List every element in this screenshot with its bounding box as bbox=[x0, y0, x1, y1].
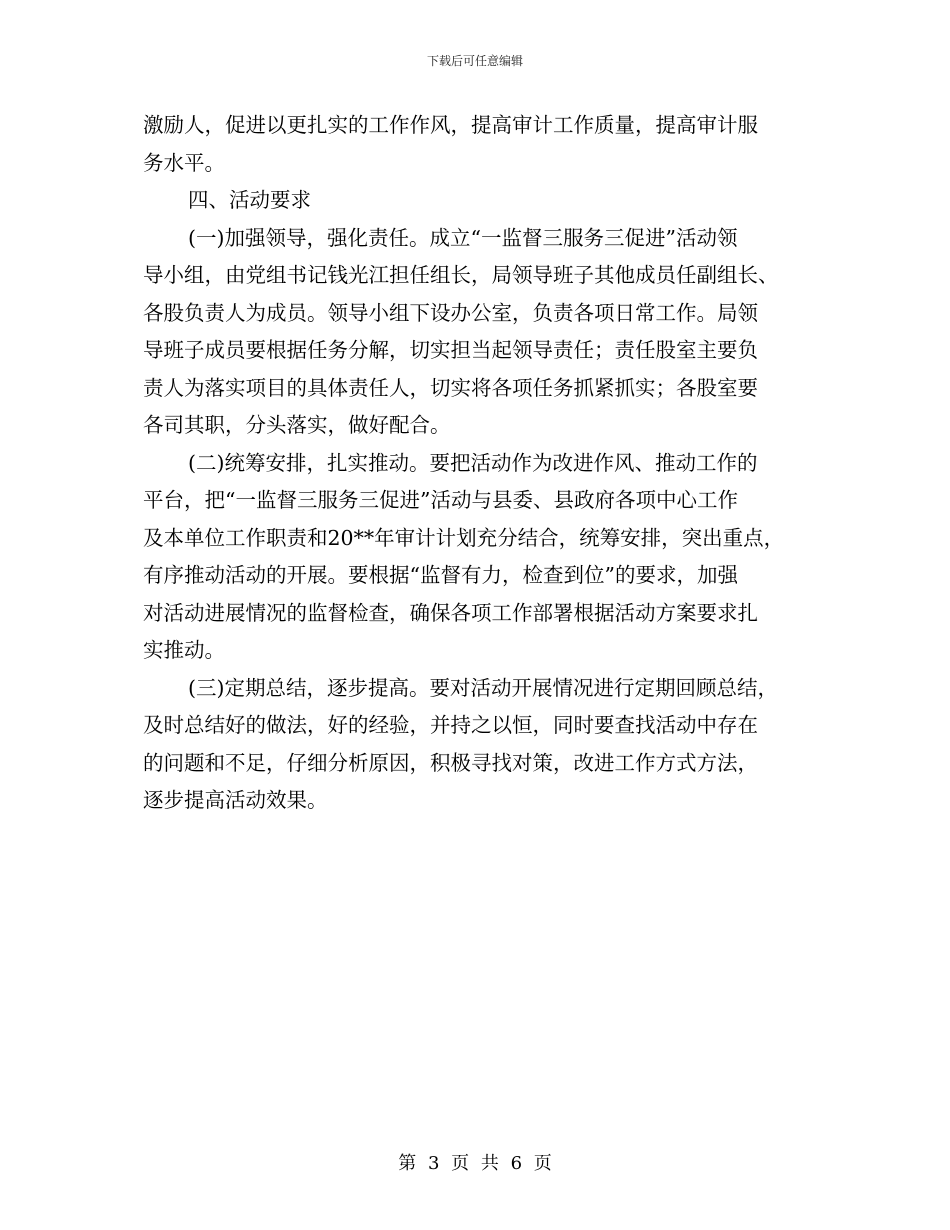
body-line: 及本单位工作职责和20**年审计计划充分结合，统筹安排，突出重点， bbox=[143, 525, 785, 550]
body-line: 导小组，由党组书记钱光江担任组长，局领导班子其他成员任副组长、 bbox=[143, 263, 779, 287]
body-line: 各司其职，分头落实，做好配合。 bbox=[143, 413, 451, 437]
body-line: 务水平。 bbox=[143, 150, 225, 175]
body-line: 有序推动活动的开展。要根据“监督有力，检查到位”的要求，加强 bbox=[143, 563, 738, 587]
body-line: 平台，把“一监督三服务三促进”活动与县委、县政府各项中心工作 bbox=[143, 488, 738, 512]
body-line: 及时总结好的做法，好的经验，并持之以恒，同时要查找活动中存在 bbox=[143, 713, 758, 737]
body-line: 实推动。 bbox=[143, 638, 225, 662]
body-line: 的问题和不足，仔细分析原因，积极寻找对策，改进工作方式方法， bbox=[143, 750, 758, 775]
body-line: (一)加强领导，强化责任。成立“一监督三服务三促进”活动领 bbox=[188, 225, 738, 250]
section-heading: 四、活动要求 bbox=[188, 188, 311, 212]
body-line: 各股负责人为成员。领导小组下设办公室，负责各项日常工作。局领 bbox=[143, 300, 758, 325]
page-number: 第 3 页 共 6 页 bbox=[398, 1153, 552, 1174]
body-line: 逐步提高活动效果。 bbox=[143, 788, 328, 812]
body-line: 激励人，促进以更扎实的工作作风，提高审计工作质量，提高审计服 bbox=[143, 113, 758, 137]
body-line: (二)统筹安排，扎实推动。要把活动作为改进作风、推动工作的 bbox=[188, 450, 758, 475]
body-line: 责人为落实项目的具体责任人，切实将各项任务抓紧抓实；各股室要 bbox=[143, 375, 758, 400]
page-header: 下载后可任意编辑 bbox=[426, 54, 523, 68]
document-body bbox=[143, 107, 815, 820]
body-line: 对活动进展情况的监督检查，确保各项工作部署根据活动方案要求扎 bbox=[143, 600, 758, 625]
body-line: 导班子成员要根据任务分解，切实担当起领导责任；责任股室主要负 bbox=[143, 338, 758, 362]
body-line: (三)定期总结，逐步提高。要对活动开展情况进行定期回顾总结， bbox=[188, 675, 778, 700]
